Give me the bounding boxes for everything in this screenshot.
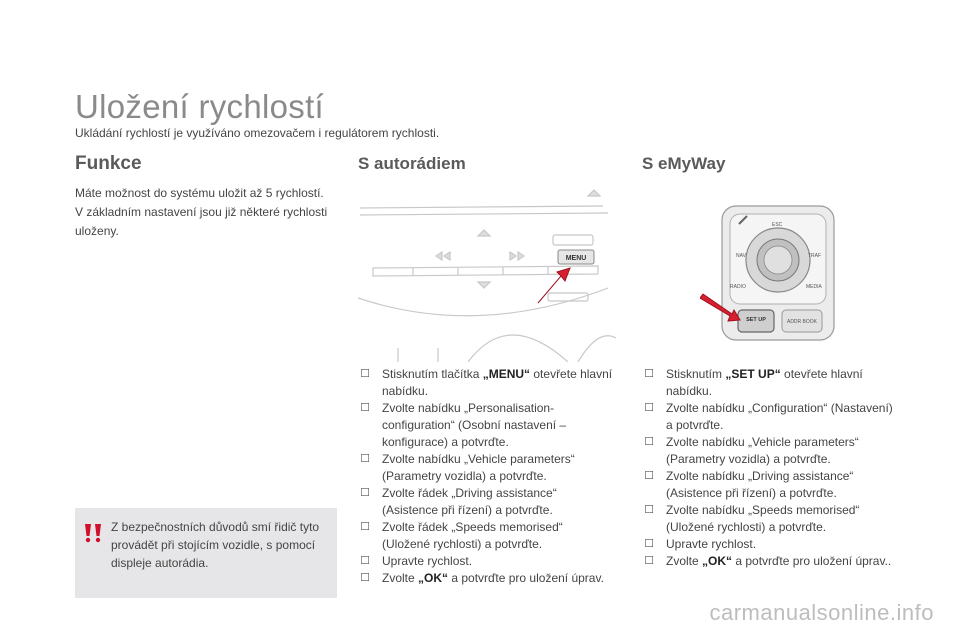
checkbox-bullet-icon: ☐ (360, 572, 370, 584)
traf-label: TRAF (808, 253, 822, 259)
checkbox-bullet-icon: ☐ (360, 402, 370, 414)
list-item: ☐ Zvolte řádek „Driving assistance“ (Asistence při řízení) a potvrďte. (358, 485, 628, 519)
media-label: MEDIA (806, 284, 822, 290)
checkbox-bullet-icon: ☐ (644, 538, 654, 550)
checkbox-bullet-icon: ☐ (644, 436, 654, 448)
warning-box (75, 508, 337, 598)
list-item: ☐ Zvolte „OK“ a potvrďte pro uložení úprav. (358, 570, 628, 587)
menu-button-label: MENU (565, 255, 587, 262)
page-subtitle: Ukládání rychlostí je využíváno omezovačem i regulátorem rychlosti. (75, 126, 440, 140)
warning-text (111, 518, 333, 572)
checkbox-bullet-icon: ☐ (644, 402, 654, 414)
list-item: ☐ Zvolte nabídku „Vehicle parameters“ (Parametry vozidla) a potvrďte. (358, 451, 628, 485)
list-item: ☐ Upravte rychlost. (358, 553, 628, 570)
setup-button-label: SET UP (746, 317, 766, 323)
checkbox-bullet-icon: ☐ (644, 368, 654, 380)
checkbox-bullet-icon: ☐ (644, 504, 654, 516)
warning-line: Z bezpečnostních důvodů smí řidič tyto (111, 520, 320, 534)
funkce-heading: Funkce (75, 153, 142, 174)
list-item: ☐ Upravte rychlost. (642, 536, 912, 553)
funkce-line: uloženy. (75, 224, 119, 238)
checkbox-bullet-icon: ☐ (360, 521, 370, 533)
exclamation-warning-icon (83, 522, 105, 544)
addr-book-label: ADDR BOOK (786, 319, 818, 325)
page-title: Uložení rychlostí (75, 88, 325, 125)
funkce-paragraph (75, 184, 340, 241)
checkbox-bullet-icon: ☐ (644, 470, 654, 482)
watermark-text: carmanualsonline.info (709, 600, 934, 625)
funkce-line: Máte možnost do systému uložit až 5 rychlostí. (75, 186, 324, 200)
checkbox-bullet-icon: ☐ (360, 555, 370, 567)
list-item: ☐ Zvolte nabídku „Configuration“ (Nastavení) a potvrďte. (642, 400, 912, 434)
emyway-steps (642, 366, 912, 570)
list-item: ☐ Zvolte nabídku „Vehicle parameters“ (Parametry vozidla) a potvrďte. (642, 434, 912, 468)
nav-label: NAV (736, 253, 746, 259)
autoradio-illustration (358, 188, 616, 362)
list-item: ☐ Zvolte řádek „Speeds memorised“ (Uložené rychlosti) a potvrďte. (358, 519, 628, 553)
checkbox-bullet-icon: ☐ (360, 487, 370, 499)
list-item: ☐ Stisknutím „SET UP“ otevřete hlavní nabídku. (642, 366, 912, 400)
checkbox-bullet-icon: ☐ (360, 368, 370, 380)
emyway-heading: S eMyWay (642, 154, 726, 173)
list-item: ☐ Zvolte nabídku „Personalisation- configuration“ (Osobní nastavení – konfigurace) a potvrďte. (358, 400, 628, 451)
emyway-controller-illustration (700, 202, 844, 350)
list-item: ☐ Zvolte nabídku „Driving assistance“ (Asistence při řízení) a potvrďte. (642, 468, 912, 502)
list-item: ☐ Zvolte „OK“ a potvrďte pro uložení úprav.. (642, 553, 912, 570)
autoradio-heading: S autorádiem (358, 154, 466, 173)
checkbox-bullet-icon: ☐ (644, 555, 654, 567)
list-item: ☐ Stisknutím tlačítka „MENU“ otevřete hlavní nabídku. (358, 366, 628, 400)
esc-label: ESC (772, 222, 783, 228)
radio-label: RADIO (730, 284, 746, 290)
funkce-line: V základním nastavení jsou již některé rychlosti (75, 205, 328, 219)
checkbox-bullet-icon: ☐ (360, 453, 370, 465)
autoradio-steps (358, 366, 628, 587)
warning-line: displeje autorádia. (111, 556, 209, 570)
list-item: ☐ Zvolte nabídku „Speeds memorised“ (Uložené rychlosti) a potvrďte. (642, 502, 912, 536)
warning-line: provádět při stojícím vozidle, s pomocí (111, 538, 316, 552)
